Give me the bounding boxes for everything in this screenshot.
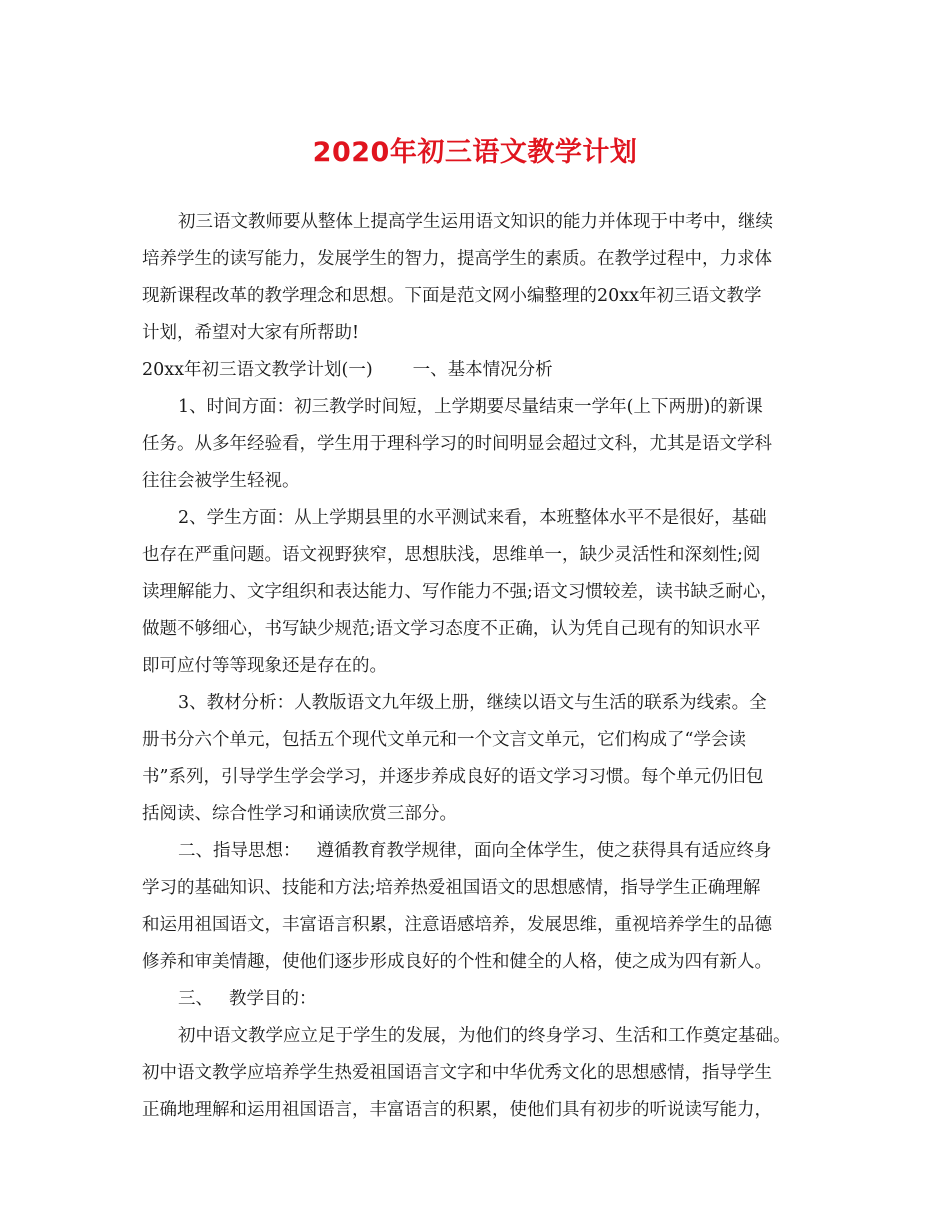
text-line: 即可应付等等现象还是存在的。 bbox=[142, 656, 387, 676]
text-span: 遵循教育教学规律，面向全体学生，使之获得具有适应终身 bbox=[316, 841, 772, 861]
section-heading: 一、基本情况分析 bbox=[412, 360, 553, 380]
text-line: 做题不够细心，书写缺少规范;语文学习态度不正确，认为凭自己现有的知识水平 bbox=[142, 619, 761, 639]
text-line: 和运用祖国语文，丰富语言积累，注意语感培养，发展思维，重视培养学生的品德 bbox=[142, 915, 772, 935]
text-line: 初中语文教学应培养学生热爱祖国语言文字和中华优秀文化的思想感情，指导学生 bbox=[142, 1063, 772, 1083]
text-line: 2、学生方面：从上学期县里的水平测试来看，本班整体水平不是很好，基础 bbox=[178, 508, 767, 528]
section-heading: 二、指导思想： bbox=[178, 841, 301, 861]
text-line: 也存在严重问题。语文视野狭窄，思想肤浅，思维单一，缺少灵活性和深刻性;阅 bbox=[142, 545, 761, 565]
plan-heading: 20xx年初三语文教学计划(一) bbox=[142, 360, 373, 380]
text-line: 培养学生的读写能力，发展学生的智力，提高学生的素质。在教学过程中，力求体 bbox=[142, 249, 772, 269]
plan-heading-line bbox=[142, 352, 820, 389]
text-line: 1、时间方面：初三教学时间短，上学期要尽量结束一学年(上下两册)的新课 bbox=[178, 397, 763, 417]
text-line: 括阅读、综合性学习和诵读欣赏三部分。 bbox=[142, 804, 457, 824]
text-line: 修养和审美情趣，使他们逐步形成良好的个性和健全的人格，使之成为四有新人。 bbox=[142, 952, 772, 972]
text-line: 书”系列，引导学生学会学习，并逐步养成良好的语文学习习惯。每个单元仍旧包 bbox=[142, 767, 764, 787]
text-line: 任务。从多年经验看，学生用于理科学习的时间明显会超过文科，尤其是语文学科 bbox=[142, 434, 772, 454]
section-heading: 教学目的： bbox=[229, 989, 317, 1009]
guiding-heading-line bbox=[142, 833, 820, 870]
text-line: 3、教材分析：人教版语文九年级上册，继续以语文与生活的联系为线索。全 bbox=[178, 693, 767, 713]
text-line: 初三语文教师要从整体上提高学生运用语文知识的能力并体现于中考中，继续 bbox=[178, 212, 773, 232]
document-title: 2020年初三语文教学计划 bbox=[312, 137, 638, 168]
section3-heading-line bbox=[142, 981, 820, 1018]
text-line: 往往会被学生轻视。 bbox=[142, 471, 300, 491]
text-line: 正确地理解和运用祖国语言，丰富语言的积累，使他们具有初步的听说读写能力， bbox=[142, 1100, 772, 1120]
text-line: 现新课程改革的教学理念和思想。下面是范文网小编整理的20xx年初三语文教学 bbox=[142, 286, 762, 306]
section-number: 三、 bbox=[178, 989, 213, 1009]
text-line: 学习的基础知识、技能和方法;培养热爱祖国语文的思想感情，指导学生正确理解 bbox=[142, 878, 761, 898]
text-line: 读理解能力、文字组织和表达能力、写作能力不强;语文习惯较差，读书缺乏耐心， bbox=[142, 582, 778, 602]
text-line: 计划，希望对大家有所帮助! bbox=[142, 323, 360, 343]
text-line: 初中语文教学应立足于学生的发展，为他们的终身学习、生活和工作奠定基础。 bbox=[178, 1026, 791, 1046]
text-line: 册书分六个单元，包括五个现代文单元和一个文言文单元，它们构成了“学会读 bbox=[142, 730, 746, 750]
document-body bbox=[142, 204, 820, 1129]
